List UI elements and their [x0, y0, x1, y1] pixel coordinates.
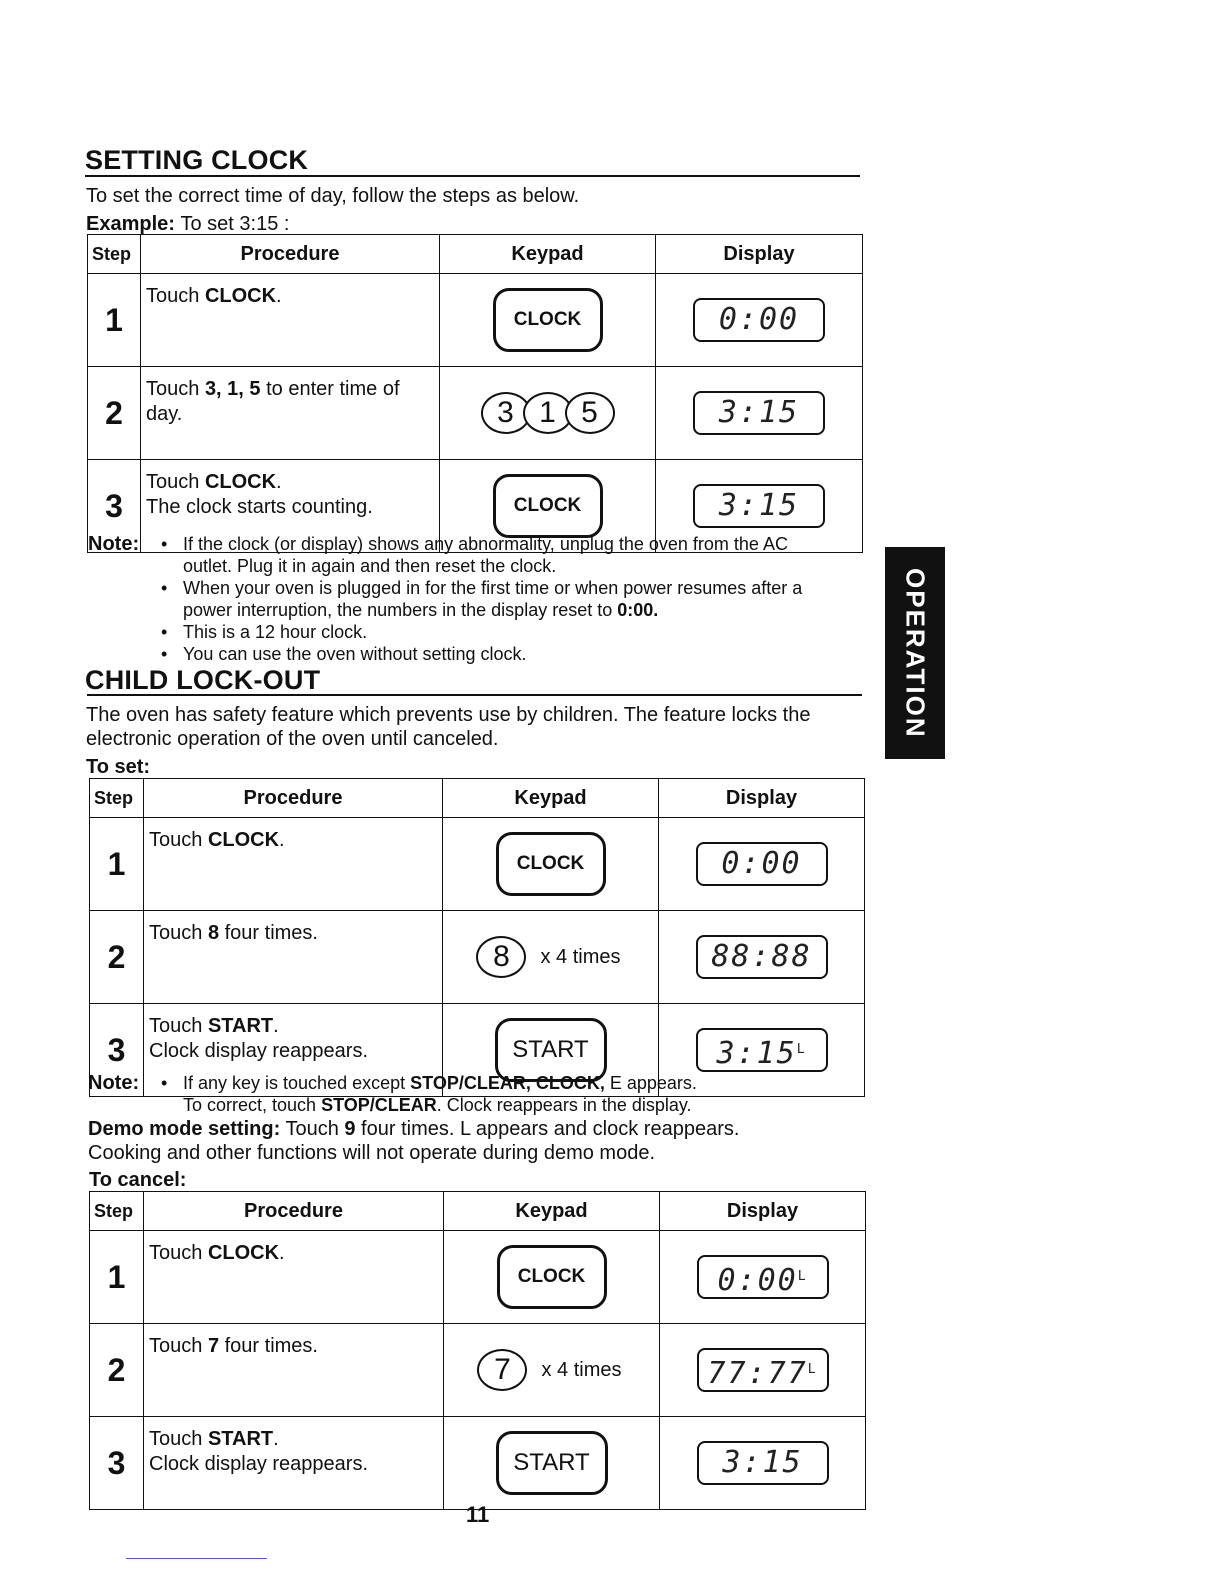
step-number: 2	[90, 911, 144, 1004]
start-key[interactable]: START	[496, 1431, 608, 1495]
clock-key[interactable]: CLOCK	[497, 1245, 607, 1309]
digit-5-key[interactable]: 5	[565, 392, 615, 434]
procedure-header: Procedure	[144, 1192, 444, 1231]
clock-key[interactable]: CLOCK	[496, 832, 606, 896]
setting-clock-intro: To set the correct time of day, follow the steps as below.	[86, 185, 580, 207]
note-label: Note:	[88, 1072, 140, 1094]
table-row	[90, 1231, 866, 1324]
digit-3-key[interactable]: 3	[481, 392, 531, 434]
note-item: • This is a 12 hour clock.	[183, 621, 833, 643]
table-row	[88, 274, 863, 367]
lcd-display: 0:00	[696, 842, 828, 886]
lock-indicator: L	[807, 1362, 818, 1377]
lcd-display: 3:15	[697, 1441, 829, 1485]
procedure-header: Procedure	[141, 235, 440, 274]
lcd-display: 0:00	[693, 298, 825, 342]
table-row	[88, 367, 863, 460]
step-number: 3	[88, 460, 141, 553]
lock-indicator: L	[797, 1269, 808, 1284]
child-lock-intro: The oven has safety feature which prevents use by children. The feature locks the electronic operation of the oven until canceled.	[86, 704, 811, 750]
step-number: 3	[90, 1004, 144, 1097]
times-label: x 4 times	[540, 945, 621, 968]
child-lock-title: CHILD LOCK-OUT	[85, 665, 321, 695]
setting-clock-table	[87, 234, 863, 553]
footer-rule	[126, 1558, 267, 1559]
example-line	[86, 213, 289, 236]
procedure-text: Touch CLOCK.	[144, 818, 443, 911]
step-number: 2	[90, 1324, 144, 1417]
step-number: 1	[90, 818, 144, 911]
table-row	[90, 1324, 866, 1417]
procedure-text: Touch START. Clock display reappears.	[144, 1417, 444, 1510]
section-rule	[85, 175, 860, 177]
child-lock-set-table	[89, 778, 865, 1097]
step-header: Step	[90, 779, 144, 818]
keypad-header: Keypad	[444, 1192, 660, 1231]
procedure-text: Touch CLOCK.	[144, 1231, 444, 1324]
display-header: Display	[656, 235, 863, 274]
note-continuation: To correct, touch STOP/CLEAR. Clock reappears in the display.	[183, 1095, 692, 1115]
step-header: Step	[88, 235, 141, 274]
procedure-text: Touch 7 four times.	[144, 1324, 444, 1417]
procedure-text: Touch START. Clock display reappears.	[144, 1004, 443, 1097]
lcd-display: $77:77^L$	[697, 1348, 829, 1392]
step-number: 1	[88, 274, 141, 367]
example-label: Example:	[86, 213, 175, 235]
to-cancel-label: To cancel:	[89, 1169, 187, 1191]
lcd-display: 3:15	[693, 391, 825, 435]
step-number: 3	[90, 1417, 144, 1510]
example-text: To set 3:15 :	[180, 213, 290, 235]
note-item: • When your oven is plugged in for the first time or when power resumes after a power interruption, the numbers in the display reset to 0:00.	[183, 577, 833, 621]
step-header: Step	[90, 1192, 144, 1231]
note-item: • If the clock (or display) shows any abnormality, unplug the oven from the AC outlet. Plug it in again and then reset the clock.	[183, 533, 833, 577]
procedure-header: Procedure	[144, 779, 443, 818]
note-item: • You can use the oven without setting clock.	[183, 643, 833, 665]
table-row	[90, 818, 865, 911]
note-item: • If any key is touched except STOP/CLEAR, CLOCK, E appears.	[183, 1072, 848, 1094]
table-row	[90, 1417, 866, 1510]
display-header: Display	[659, 779, 865, 818]
lock-indicator: L	[796, 1042, 807, 1057]
operation-side-tab: OPERATION	[885, 547, 945, 759]
page-number: 11	[466, 1502, 490, 1527]
keypad-header: Keypad	[440, 235, 656, 274]
section-rule	[87, 694, 862, 696]
to-set-label: To set:	[86, 756, 151, 778]
lcd-display: 3:15	[693, 484, 825, 528]
step-number: 1	[90, 1231, 144, 1324]
keypad-header: Keypad	[443, 779, 659, 818]
digit-7-key[interactable]: 7	[477, 1349, 527, 1391]
step-number: 2	[88, 367, 141, 460]
child-lock-cancel-table	[89, 1191, 866, 1510]
procedure-text: Touch CLOCK. The clock starts counting.	[141, 460, 440, 553]
start-key[interactable]: START	[495, 1018, 607, 1082]
digit-1-key[interactable]: 1	[523, 392, 573, 434]
digit-8-key[interactable]: 8	[476, 936, 526, 978]
lcd-display: $3:15^L$	[696, 1028, 828, 1072]
child-lock-notes	[88, 1072, 848, 1116]
setting-clock-title: SETTING CLOCK	[85, 145, 309, 175]
times-label: x 4 times	[541, 1358, 622, 1381]
note-label: Note:	[88, 533, 140, 555]
table-row	[90, 911, 865, 1004]
lcd-display: $0:00^L$	[697, 1255, 829, 1299]
demo-mode-text: Demo mode setting: Touch 9 four times. L appears and clock reappears. Cooking and other functions will not operate during demo mode.	[88, 1118, 740, 1164]
procedure-text: Touch 8 four times.	[144, 911, 443, 1004]
procedure-text: Touch 3, 1, 5 to enter time of day.	[141, 367, 440, 460]
display-header: Display	[660, 1192, 866, 1231]
clock-key[interactable]: CLOCK	[493, 288, 603, 352]
procedure-text: Touch CLOCK.	[141, 274, 440, 367]
lcd-display: 88:88	[696, 935, 828, 979]
clock-key[interactable]: CLOCK	[493, 474, 603, 538]
setting-clock-notes	[88, 533, 833, 665]
